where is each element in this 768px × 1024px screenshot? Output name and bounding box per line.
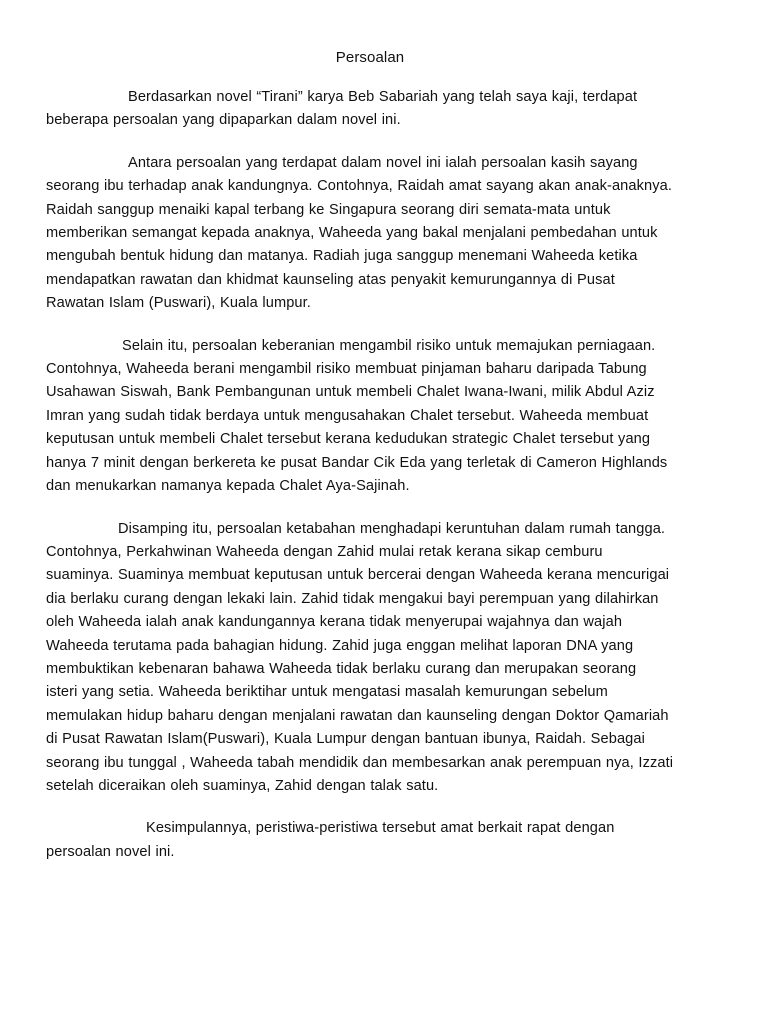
paragraph-line: Selain itu, persoalan keberanian mengambil risiko untuk memajukan perniagaan. xyxy=(122,337,656,354)
paragraph-line: Contohnya, Perkahwinan Waheeda dengan Zahid mulai retak kerana sikap cemburu xyxy=(46,543,603,560)
paragraph-line: Berdasarkan novel “Tirani” karya Beb Sabariah yang telah saya kaji, terdapat xyxy=(128,89,638,105)
paragraph-line: isteri yang setia. Waheeda beriktihar untuk mengatasi masalah kemurungan sebelum xyxy=(46,684,608,701)
document-title: Persoalan xyxy=(335,49,405,66)
paragraph-line: Rawatan Islam (Puswari), Kuala lumpur. xyxy=(46,295,311,312)
paragraph-line: seorang ibu tunggal , Waheeda tabah mendidik dan membesarkan anak perempuan nya, Izzati xyxy=(46,754,674,771)
paragraph-kesimpulan xyxy=(46,817,734,864)
paragraph-line: mengubah bentuk hidung dan matanya. Radiah juga sanggup menemani Waheeda ketika xyxy=(46,248,638,265)
paragraph-line: hanya 7 minit dengan berkereta ke pusat Bandar Cik Eda yang terletak di Cameron Highlands xyxy=(46,454,668,471)
paragraph-line: persoalan novel ini. xyxy=(46,843,175,860)
paragraph-line: Imran yang sudah tidak berdaya untuk mengusahakan Chalet tersebut. Waheeda membuat xyxy=(46,407,649,424)
paragraph-line: Contohnya, Waheeda berani mengambil risiko membuat pinjaman baharu daripada Tabung xyxy=(46,361,647,378)
paragraph-line: beberapa persoalan yang dipaparkan dalam novel ini. xyxy=(46,112,401,129)
paragraph-line: Disamping itu, persoalan ketabahan menghadapi keruntuhan dalam rumah tangga. xyxy=(118,520,666,537)
paragraph-line: di Pusat Rawatan Islam(Puswari), Kuala Lumpur dengan bantuan ibunya, Raidah. Sebagai xyxy=(46,731,645,748)
paragraph-line: seorang ibu terhadap anak kandungnya. Contohnya, Raidah amat sayang akan anak-anaknya. xyxy=(46,178,672,195)
paragraph-line: oleh Waheeda ialah anak kandungannya kerana tidak menyerupai wajahnya dan wajah xyxy=(46,614,623,631)
paragraph-line: Waheeda terutama pada bahagian hidung. Zahid juga enggan melihat laporan DNA yang xyxy=(46,637,634,654)
paragraph-line: keputusan untuk membeli Chalet tersebut kerana kedudukan strategic Chalet tersebut yang xyxy=(46,431,651,448)
document-body xyxy=(46,86,734,883)
paragraph-line: Raidah sanggup menaiki kapal terbang ke Singapura seorang diri semata-mata untuk xyxy=(46,201,611,218)
paragraph-keberanian xyxy=(46,335,734,499)
paragraph-kasih-sayang xyxy=(46,152,734,316)
paragraph-line: memulakan hidup baharu dengan menjalani rawatan dan kaunseling dengan Doktor Qamariah xyxy=(46,707,669,724)
paragraph-line: setelah diceraikan oleh suaminya, Zahid dengan talak satu. xyxy=(46,777,439,794)
paragraph-line: dan menukarkan namanya kepada Chalet Aya-Sajinah. xyxy=(46,478,410,495)
paragraph-line: Kesimpulannya, peristiwa-peristiwa tersebut amat berkait rapat dengan xyxy=(146,820,615,837)
paragraph-introduction xyxy=(46,86,734,133)
paragraph-line: dia berlaku curang dengan lekaki lain. Zahid tidak mengakui bayi perempuan yang dilahirkan xyxy=(46,590,659,607)
paragraph-line: membuktikan kebenaran bahawa Waheeda tidak berlaku curang dan merupakan seorang xyxy=(46,660,637,677)
paragraph-line: Usahawan Siswah, Bank Pembangunan untuk membeli Chalet Iwana-Iwani, milik Abdul Aziz xyxy=(46,384,655,401)
paragraph-line: suaminya. Suaminya membuat keputusan untuk bercerai dengan Waheeda kerana mencurigai xyxy=(46,567,670,584)
paragraph-line: memberikan semangat kepada anaknya, Waheeda yang bakal menjalani pembedahan untuk xyxy=(46,225,658,242)
paragraph-line: Antara persoalan yang terdapat dalam novel ini ialah persoalan kasih sayang xyxy=(128,154,638,171)
paragraph-ketabahan xyxy=(46,518,734,799)
paragraph-line: mendapatkan rawatan dan khidmat kaunseling atas penyakit kemurungannya di Pusat xyxy=(46,271,615,288)
